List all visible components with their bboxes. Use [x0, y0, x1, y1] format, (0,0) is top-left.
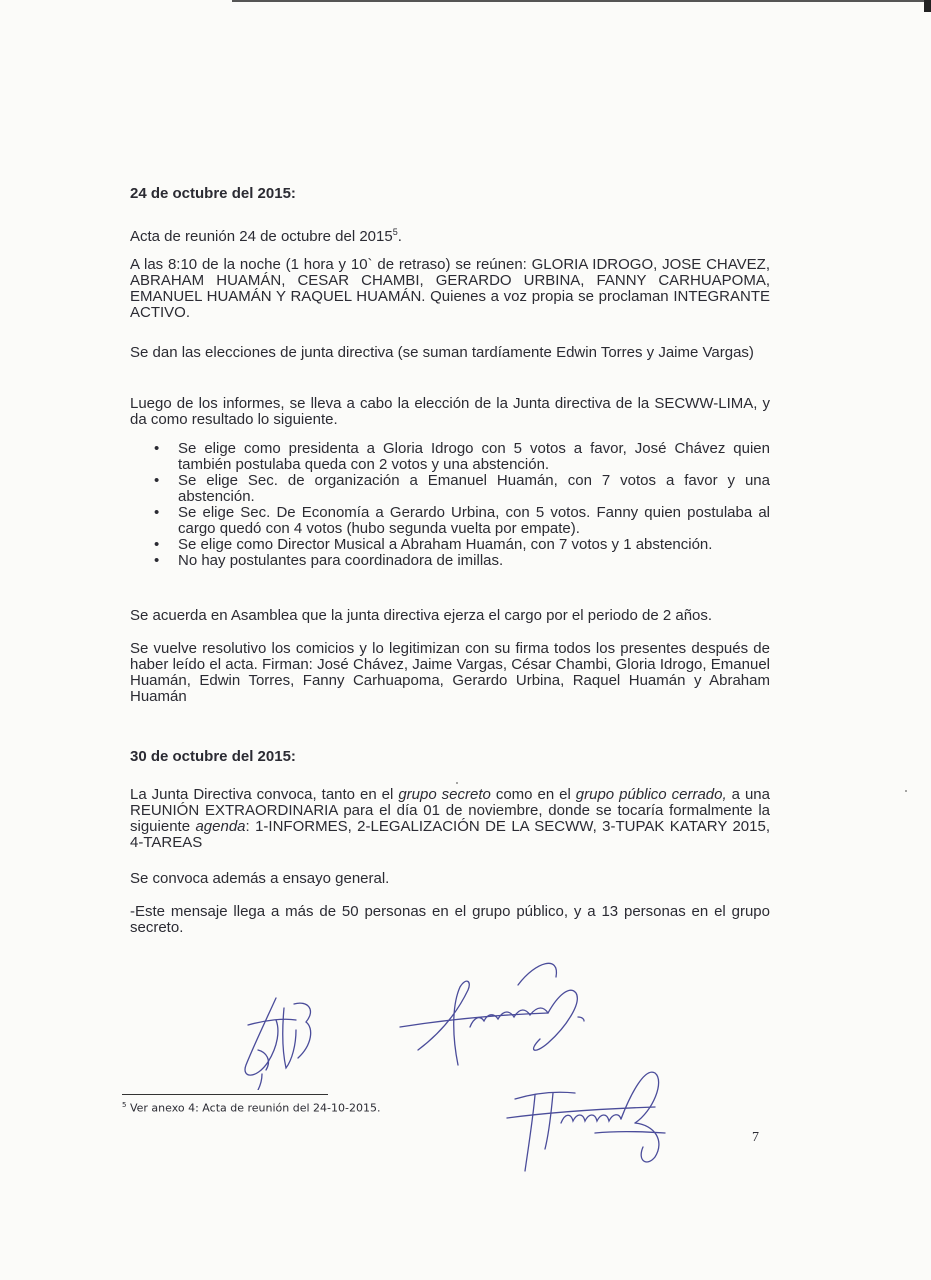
election-results-list — [154, 441, 770, 569]
rehearsal-paragraph: Se convoca además a ensayo general. — [130, 870, 390, 887]
signature-1 — [236, 990, 326, 1090]
footnote-ref: 5 — [392, 227, 398, 237]
list-item: • No hay postulantes para coordinadora de imillas. — [154, 553, 770, 569]
scan-speck — [905, 790, 907, 792]
footnote-separator — [122, 1094, 328, 1095]
acta-title: Acta de reunión 24 de octubre del 2015$^5$. — [130, 227, 402, 245]
list-item: • Se elige Sec. de organización a Emanuel Huamán, con 7 votos a favor y una abstención. — [154, 473, 770, 505]
footnote: $^5$ Ver anexo 4: Acta de reunión del 24-10-2015. — [122, 1101, 381, 1115]
scan-top-edge — [232, 0, 931, 2]
list-item: • Se elige Sec. De Economía a Gerardo Urbina, con 5 votos. Fanny quien postulaba al cargo quedó con 4 votos (hubo segunda vuelta por empate). — [154, 505, 770, 537]
section-date-heading: 24 de octubre del 2015: — [130, 185, 296, 202]
elections-paragraph: Se dan las elecciones de junta directiva (se suman tardíamente Edwin Torres y Jaime Vargas) — [130, 344, 754, 361]
page-number: 7 — [752, 1130, 759, 1145]
term-paragraph: Se acuerda en Asamblea que la junta directiva ejerza el cargo por el periodo de 2 años. — [130, 607, 713, 624]
list-item: • Se elige como presidenta a Gloria Idrogo con 5 votos a favor, José Chávez quien también postulaba queda con 2 votos y una abstención. — [154, 441, 770, 473]
footnote-number: 5 — [122, 1101, 127, 1109]
signatures-paragraph: Se vuelve resolutivo los comicios y lo legitimizan con su firma todos los presentes después de haber leído el acta. Firman: José Chávez, Jaime Vargas, César Chambi, Gloria Idrogo, Emanuel Huamán, Edwin Torres, Fanny Carhuapoma, Gerardo Urbina, Raquel Huamán y Abraham Huamán — [130, 640, 770, 705]
convocation-paragraph: La Junta Directiva convoca, tanto en el grupo secreto como en el grupo público cerrado, a una REUNIÓN EXTRAORDINARIA para el día 01 de noviembre, donde se tocaría formalmente la siguiente agenda: 1-INFORMES, 2-LEGALIZACIÓN DE LA SECWW, 3-TUPAK KATARY 2015, 4-TAREAS — [130, 786, 770, 851]
reach-paragraph: -Este mensaje llega a más de 50 personas en el grupo público, y a 13 personas en el grupo secreto. — [130, 903, 770, 936]
scan-speck — [456, 782, 458, 784]
results-intro-paragraph: Luego de los informes, se lleva a cabo la elección de la Junta directiva de la SECWW-LIMA, y da como resultado lo siguiente. — [130, 395, 770, 428]
signature-3 — [505, 1063, 675, 1178]
section-date-heading: 30 de octubre del 2015: — [130, 748, 296, 765]
attendance-paragraph: A las 8:10 de la noche (1 hora y 10` de retraso) se reúnen: GLORIA IDROGO, JOSE CHAVEZ, ABRAHAM HUAMÁN, CESAR CHAMBI, GERARDO URBINA, FANNY CARHUAPOMA, EMANUEL HUAMÁN Y RAQUEL HUAMÁN. Quienes a voz propia se proclaman INTEGRANTE ACTIVO. — [130, 256, 770, 321]
list-item: • Se elige como Director Musical a Abraham Huamán, con 7 votos y 1 abstención. — [154, 537, 770, 553]
scan-corner-mark — [924, 0, 931, 12]
